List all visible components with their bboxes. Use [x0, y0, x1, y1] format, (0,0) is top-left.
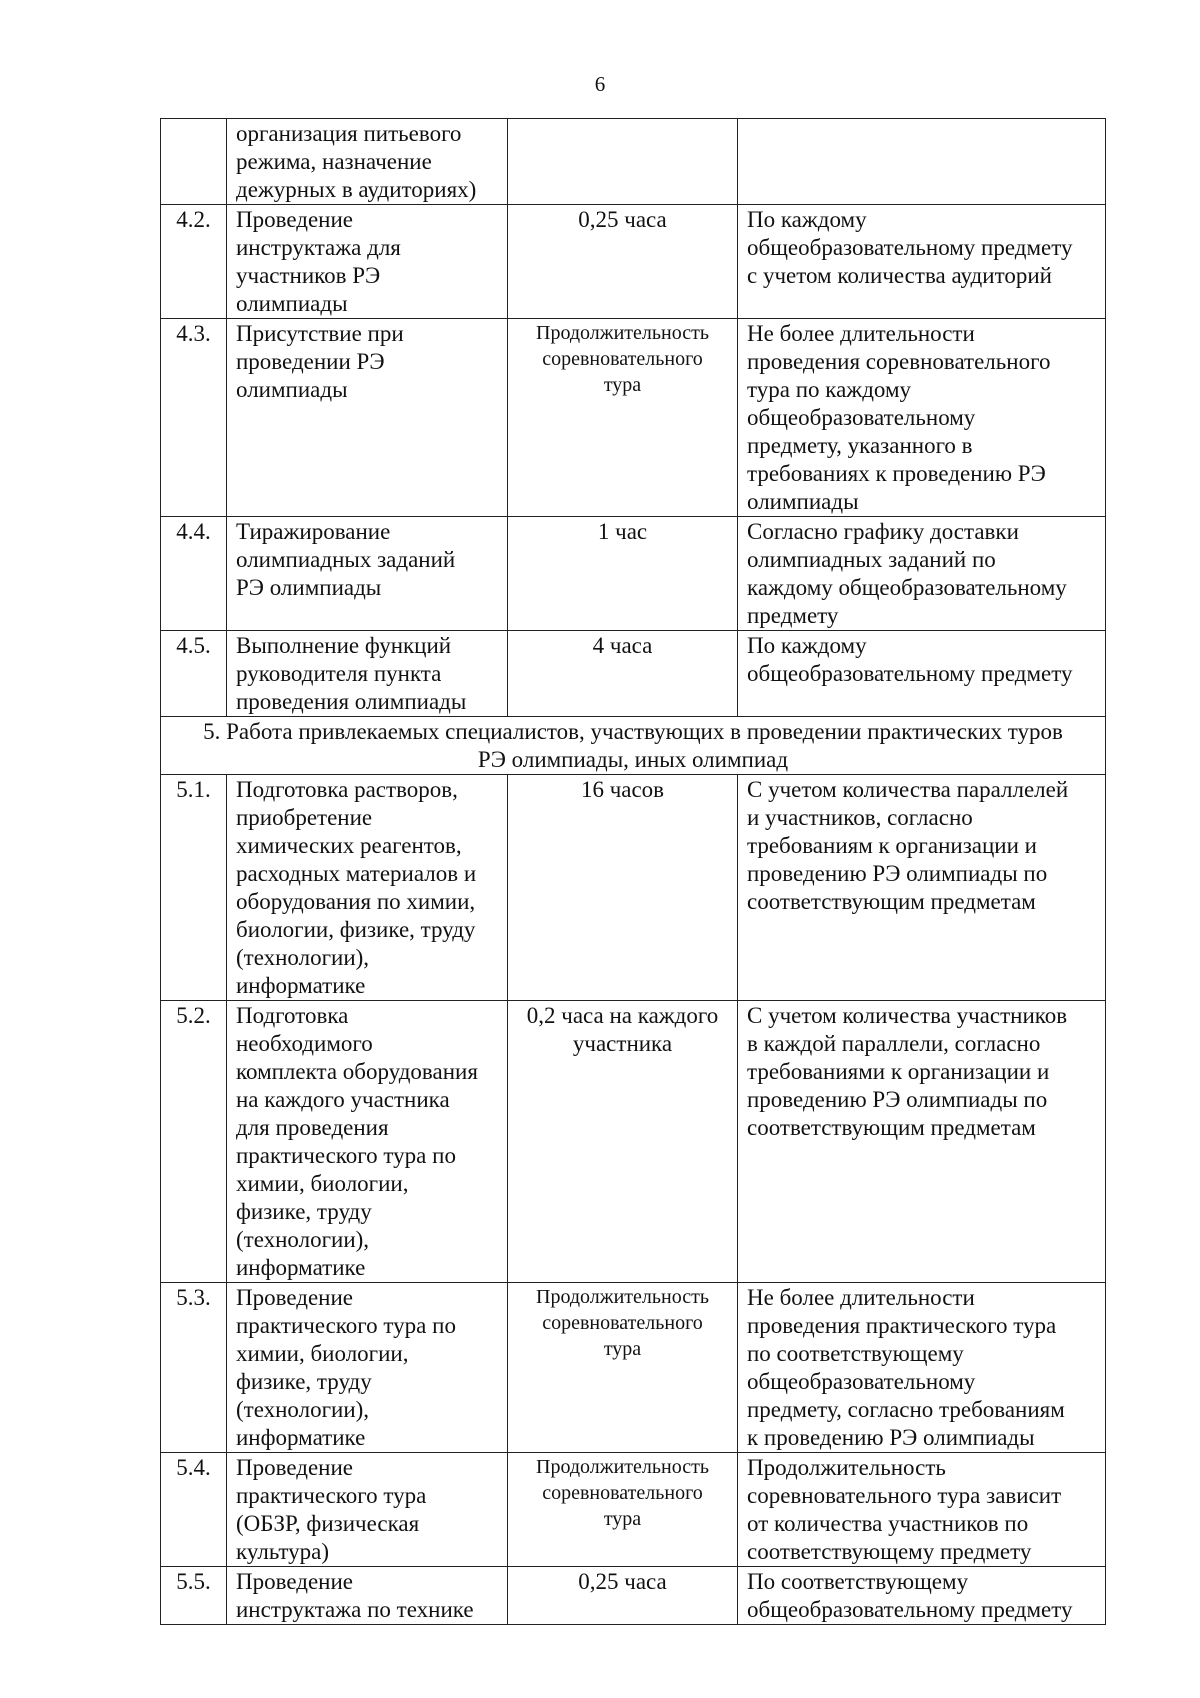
text-line: проведении РЭ — [236, 349, 385, 374]
text-line: (технологии), — [236, 1397, 370, 1422]
text-line: 4 часа — [592, 633, 653, 658]
table-row — [161, 517, 1106, 631]
text-line: предмету, согласно требованиям — [747, 1397, 1065, 1422]
section-title — [161, 717, 1106, 775]
text-line: с учетом количества аудиторий — [747, 263, 1052, 288]
text-line: каждому общеобразовательному — [747, 575, 1067, 600]
time-norm — [508, 205, 738, 319]
text-line: соответствующим предметам — [747, 889, 1036, 914]
text-line: РЭ олимпиады, иных олимпиад — [477, 747, 789, 772]
text-line: в каждой параллели, согласно — [747, 1031, 1041, 1056]
text-line: информатике — [236, 973, 366, 998]
section-header-row — [161, 717, 1106, 775]
text-line: 0,2 часа на каждого — [526, 1003, 719, 1028]
text-line: для проведения — [236, 1115, 389, 1140]
text-line: Проведение — [236, 1455, 353, 1480]
table-row — [161, 631, 1106, 717]
text-line: (технологии), — [236, 1227, 370, 1252]
text-line: соревновательного — [542, 1312, 703, 1334]
row-number: 5.1. — [161, 775, 227, 1001]
text-line: общеобразовательному предмету — [747, 235, 1073, 260]
text-line: тура — [603, 1508, 642, 1530]
text-line: Проведение — [236, 1285, 353, 1310]
text-line: физике, труду — [236, 1369, 372, 1394]
text-line: расходных материалов и — [236, 861, 477, 886]
text-line: тура по каждому — [747, 377, 912, 402]
note — [738, 1567, 1106, 1625]
time-norm — [508, 1567, 738, 1625]
text-line: и участников, согласно — [747, 805, 973, 830]
table-row — [161, 1453, 1106, 1567]
text-line: требованиям к организации и — [747, 833, 1037, 858]
text-line: Не более длительности — [747, 321, 975, 346]
text-line: общеобразовательному предмету — [747, 1597, 1073, 1622]
text-line: олимпиадных заданий — [236, 547, 456, 572]
text-line: соревновательного — [542, 348, 703, 370]
text-line: проведению РЭ олимпиады по — [747, 861, 1048, 886]
text-line: информатике — [236, 1255, 366, 1280]
text-line: на каждого участника — [236, 1087, 450, 1112]
text-line: Продолжительность — [536, 322, 709, 344]
text-line: участника — [572, 1031, 673, 1056]
table-row — [161, 319, 1106, 517]
text-line: соревновательного тура зависит — [747, 1483, 1062, 1508]
table-row — [161, 1567, 1106, 1625]
text-line: 16 часов — [580, 777, 665, 802]
text-line: олимпиады — [236, 377, 348, 402]
row-number: 4.2. — [161, 205, 227, 319]
task-description — [227, 119, 508, 205]
note — [738, 319, 1106, 517]
text-line: участников РЭ — [236, 263, 381, 288]
text-line: практического тура по — [236, 1143, 456, 1168]
text-line: биологии, физике, труду — [236, 917, 476, 942]
task-description — [227, 775, 508, 1001]
text-line: проведения соревновательного — [747, 349, 1051, 374]
text-line: С учетом количества участников — [747, 1003, 1068, 1028]
text-line: соответствующему предмету — [747, 1539, 1032, 1564]
note — [738, 517, 1106, 631]
schedule-table — [160, 118, 1106, 1625]
text-line: организация питьевого — [236, 121, 462, 146]
text-line: Присутствие при — [236, 321, 404, 346]
text-line: Проведение — [236, 1569, 353, 1594]
task-description — [227, 631, 508, 717]
text-line: руководителя пункта — [236, 661, 442, 686]
time-norm — [508, 517, 738, 631]
table-row — [161, 119, 1106, 205]
text-line: необходимого — [236, 1031, 373, 1056]
text-line: тура — [603, 1338, 642, 1360]
row-number: 5.2. — [161, 1001, 227, 1283]
row-number: 5.4. — [161, 1453, 227, 1567]
text-line: общеобразовательному — [747, 405, 976, 430]
time-norm — [508, 1453, 738, 1567]
text-line: проведения практического тура — [747, 1313, 1057, 1338]
text-line: 1 час — [597, 519, 648, 544]
text-line: Подготовка растворов, — [236, 777, 458, 802]
task-description — [227, 517, 508, 631]
time-norm — [508, 1001, 738, 1283]
text-line: Продолжительность — [747, 1455, 946, 1480]
text-line: По каждому — [747, 633, 867, 658]
text-line: требованиями к организации и — [747, 1059, 1050, 1084]
text-line: 5. Работа привлекаемых специалистов, участвующих в проведении практических туров — [203, 719, 1063, 744]
text-line: (ОБЗР, физическая — [236, 1511, 420, 1536]
time-norm — [508, 119, 738, 205]
text-line: химии, биологии, — [236, 1341, 409, 1366]
row-number: 4.5. — [161, 631, 227, 717]
text-line: информатике — [236, 1425, 366, 1450]
text-line: олимпиадных заданий по — [747, 547, 996, 572]
text-line: Не более длительности — [747, 1285, 975, 1310]
time-norm — [508, 775, 738, 1001]
time-norm — [508, 319, 738, 517]
task-description — [227, 1001, 508, 1283]
text-line: предмету, указанного в — [747, 433, 973, 458]
text-line: По каждому — [747, 207, 867, 232]
text-line: соревновательного — [542, 1482, 703, 1504]
text-line: общеобразовательному предмету — [747, 661, 1073, 686]
text-line: (технологии), — [236, 945, 370, 970]
text-line: комплекта оборудования — [236, 1059, 478, 1084]
text-line: 0,25 часа — [578, 1569, 667, 1594]
text-line: проведения олимпиады — [236, 689, 467, 714]
row-number: 4.4. — [161, 517, 227, 631]
task-description — [227, 205, 508, 319]
text-line: физике, труду — [236, 1199, 372, 1224]
note — [738, 1283, 1106, 1453]
text-line: Подготовка — [236, 1003, 349, 1028]
note — [738, 1453, 1106, 1567]
text-line: 0,25 часа — [578, 207, 667, 232]
row-number — [161, 119, 227, 205]
task-description — [227, 1283, 508, 1453]
text-line: дежурных в аудиториях) — [236, 177, 477, 202]
text-line: инструктажа для — [236, 235, 401, 260]
text-line: предмету — [747, 603, 839, 628]
table-row — [161, 775, 1106, 1001]
text-line: требованиях к проведению РЭ — [747, 461, 1046, 486]
text-line: к проведению РЭ олимпиады — [747, 1425, 1035, 1450]
text-line: тура — [603, 374, 642, 396]
text-line: практического тура по — [236, 1313, 456, 1338]
task-description — [227, 1453, 508, 1567]
text-line: С учетом количества параллелей — [747, 777, 1069, 802]
table-row — [161, 205, 1106, 319]
text-line: культура) — [236, 1539, 330, 1564]
text-line: Проведение — [236, 207, 353, 232]
page-number: 6 — [594, 72, 606, 96]
text-line: Выполнение функций — [236, 633, 452, 658]
table-row — [161, 1001, 1106, 1283]
text-line: Тиражирование — [236, 519, 391, 544]
text-line: химии, биологии, — [236, 1171, 409, 1196]
text-line: по соответствующему — [747, 1341, 964, 1366]
note — [738, 631, 1106, 717]
row-number: 4.3. — [161, 319, 227, 517]
task-description — [227, 319, 508, 517]
text-line: проведению РЭ олимпиады по — [747, 1087, 1048, 1112]
text-line: Продолжительность — [536, 1286, 709, 1308]
table-row — [161, 1283, 1106, 1453]
text-line: химических реагентов, — [236, 833, 462, 858]
text-line: Согласно графику доставки — [747, 519, 1019, 544]
text-line: По соответствующему — [747, 1569, 969, 1594]
text-line: практического тура — [236, 1483, 427, 1508]
note — [738, 205, 1106, 319]
text-line: РЭ олимпиады — [236, 575, 382, 600]
note — [738, 119, 1106, 205]
text-line: общеобразовательному — [747, 1369, 976, 1394]
note — [738, 775, 1106, 1001]
text-line: оборудования по химии, — [236, 889, 476, 914]
row-number: 5.3. — [161, 1283, 227, 1453]
task-description — [227, 1567, 508, 1625]
time-norm — [508, 1283, 738, 1453]
text-line: режима, назначение — [236, 149, 432, 174]
row-number: 5.5. — [161, 1567, 227, 1625]
text-line: олимпиады — [236, 291, 348, 316]
text-line: соответствующим предметам — [747, 1115, 1036, 1140]
text-line: олимпиады — [747, 489, 859, 514]
note — [738, 1001, 1106, 1283]
text-line: от количества участников по — [747, 1511, 1029, 1536]
text-line: приобретение — [236, 805, 373, 830]
time-norm — [508, 631, 738, 717]
text-line: инструктажа по технике — [236, 1597, 474, 1622]
text-line: Продолжительность — [536, 1456, 709, 1478]
